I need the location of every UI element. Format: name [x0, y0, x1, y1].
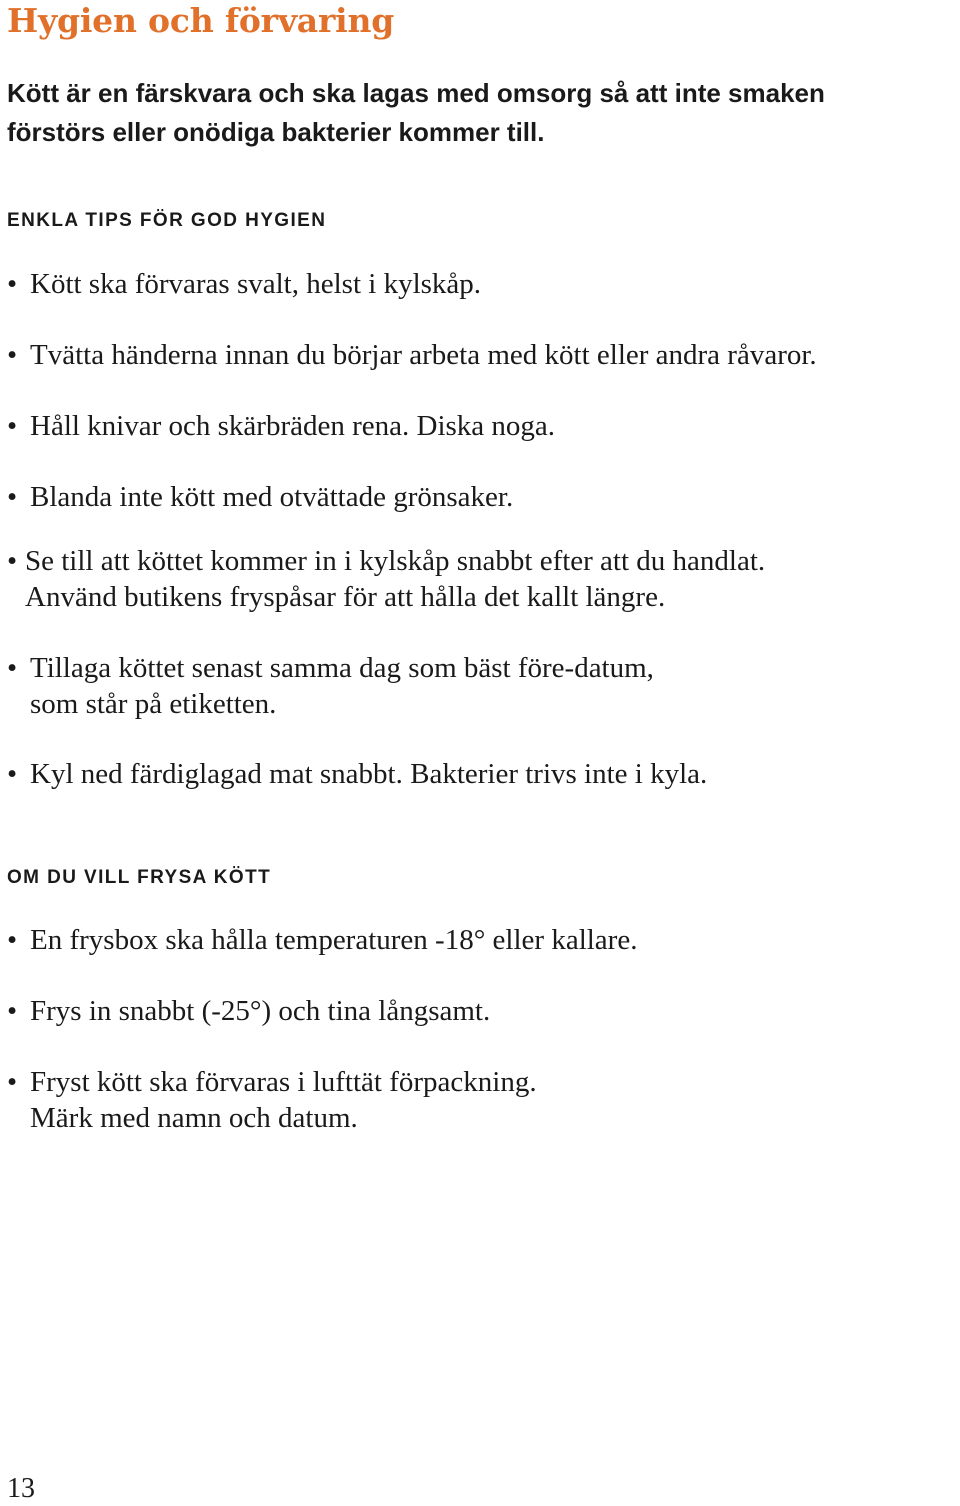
hygiene-tips-heading: ENKLA TIPS FÖR GOD HYGIEN: [7, 210, 327, 231]
tip-text: Se till att köttet kommer in i kylskåp snabbt efter att du handlat.: [25, 545, 766, 577]
tip-text: Kött ska förvaras svalt, helst i kylskåp.: [30, 268, 482, 300]
hygiene-tip-item: [7, 756, 707, 792]
bullet-icon: •: [7, 652, 18, 684]
bullet-icon: •: [7, 268, 18, 300]
page-title: Hygien och förvaring: [7, 1, 395, 40]
freezing-tip-item: [7, 993, 490, 1029]
tip-text: Blanda inte kött med otvättade grönsaker.: [30, 481, 514, 513]
bullet-icon: •: [7, 481, 18, 513]
freezing-tip-item: [7, 922, 637, 958]
bullet-icon: •: [7, 995, 18, 1027]
hygiene-tip-item: [7, 408, 555, 444]
bullet-icon: •: [7, 1066, 18, 1098]
tip-text: som står på etiketten.: [30, 688, 277, 720]
tip-text: Frys in snabbt (-25°) och tina långsamt.: [30, 995, 491, 1027]
bullet-icon: •: [7, 339, 18, 371]
bullet-icon: •: [7, 410, 18, 442]
freezing-tip-item: [7, 1064, 537, 1136]
tip-text: Tvätta händerna innan du börjar arbeta med kött eller andra råvaror.: [30, 339, 817, 371]
lead-paragraph: [7, 74, 907, 152]
hygiene-tip-item: [7, 650, 654, 722]
lead-line: Kött är en färskvara och ska lagas med omsorg så att inte smaken: [7, 78, 825, 108]
tip-text: Märk med namn och datum.: [30, 1102, 358, 1134]
freezing-tips-heading: OM DU VILL FRYSA KÖTT: [7, 867, 272, 888]
hygiene-tip-item: [7, 543, 765, 615]
tip-text: Använd butikens fryspåsar för att hålla det kallt längre.: [25, 581, 666, 613]
tip-text: Håll knivar och skärbräden rena. Diska noga.: [30, 410, 556, 442]
tip-text: Tillaga köttet senast samma dag som bäst före-datum,: [30, 652, 654, 684]
bullet-icon: •: [7, 545, 18, 577]
bullet-icon: •: [7, 924, 18, 956]
lead-line: förstörs eller onödiga bakterier kommer till.: [7, 117, 545, 147]
hygiene-tip-item: [7, 266, 481, 302]
page-number: 13: [7, 1473, 35, 1504]
bullet-icon: •: [7, 758, 18, 790]
tip-text: Kyl ned färdiglagad mat snabbt. Bakterier trivs inte i kyla.: [30, 758, 708, 790]
tip-text: En frysbox ska hålla temperaturen -18° eller kallare.: [30, 924, 638, 956]
tip-text: Fryst kött ska förvaras i lufttät förpackning.: [30, 1066, 537, 1098]
hygiene-tip-item: [7, 479, 513, 515]
hygiene-tip-item: [7, 337, 817, 373]
